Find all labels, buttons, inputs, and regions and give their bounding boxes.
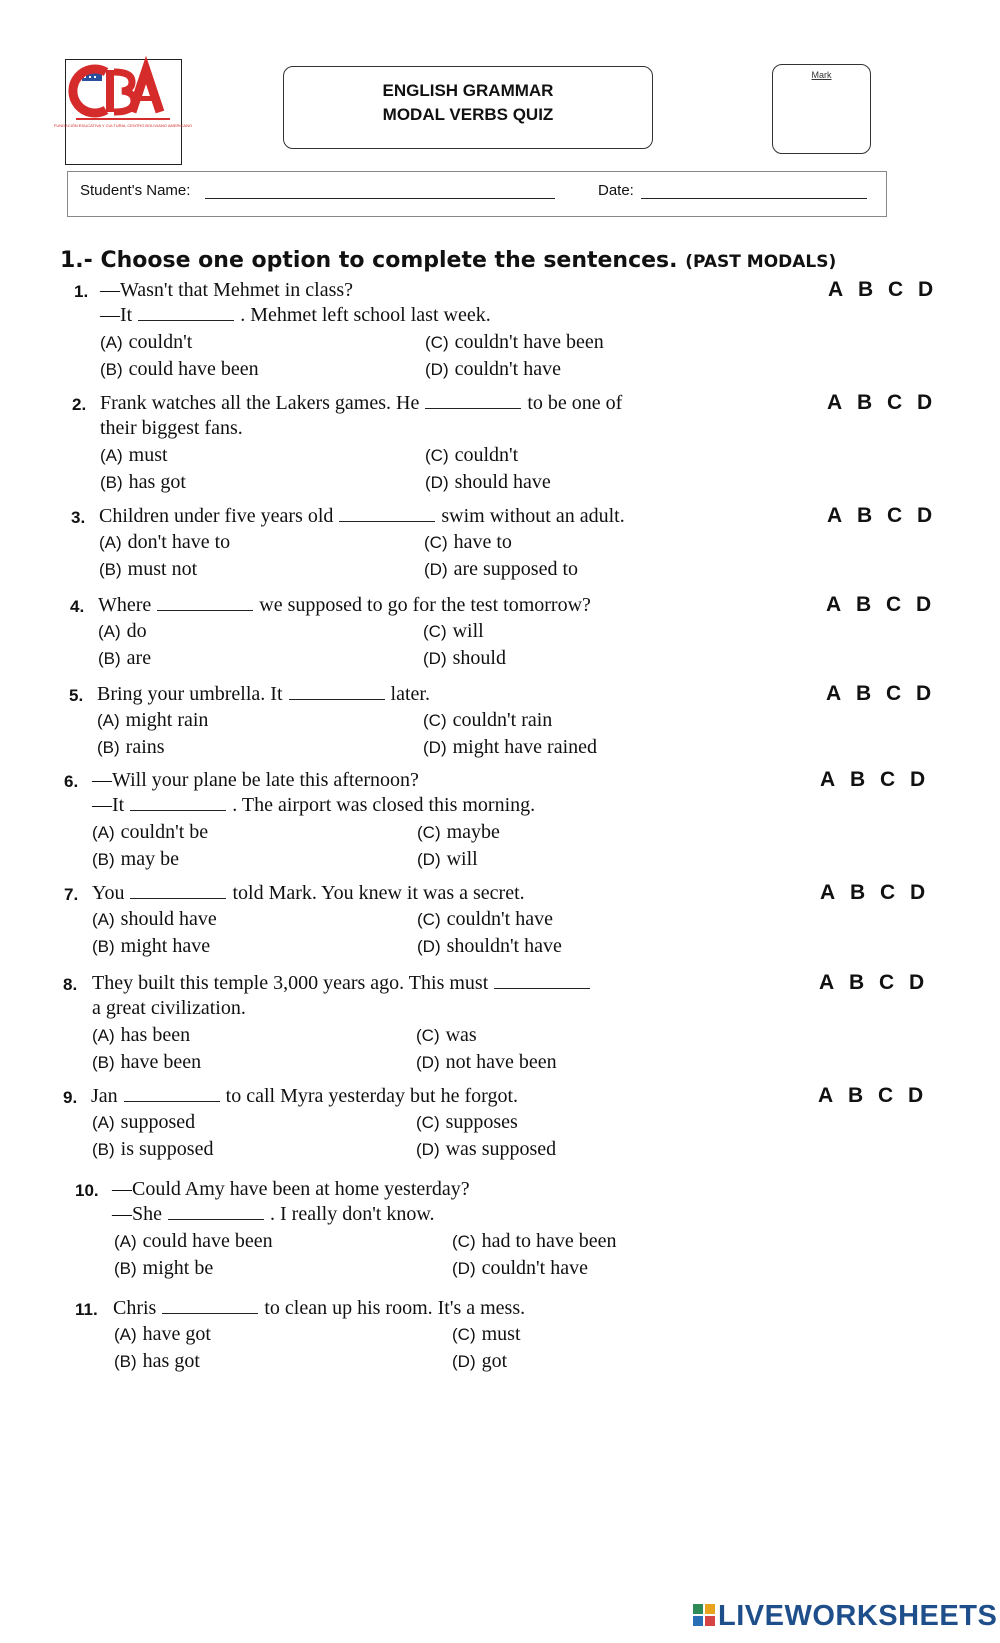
- option-letter: (A): [92, 1026, 115, 1045]
- quiz-title-box: [283, 66, 653, 149]
- option-b[interactable]: [100, 356, 259, 383]
- question-line-1: [100, 277, 353, 303]
- option-letter: (D): [417, 850, 441, 869]
- option-letter: (C): [424, 533, 448, 552]
- question-line-1: [97, 681, 430, 707]
- option-text: could have been: [128, 358, 259, 380]
- option-c[interactable]: [452, 1321, 521, 1348]
- option-text: do: [126, 620, 147, 642]
- option-text: should have: [454, 471, 551, 493]
- question-text-after-blank: we supposed to go for the test tomorrow?: [259, 594, 591, 616]
- option-d[interactable]: [424, 556, 578, 583]
- answer-choice-c[interactable]: C: [888, 278, 904, 301]
- option-letter: (B): [92, 1053, 115, 1072]
- answer-choice-d[interactable]: D: [916, 682, 932, 705]
- question-line-1: [91, 1083, 518, 1109]
- question-text-after-blank: . Mehmet left school last week.: [240, 304, 491, 326]
- question-text: You: [92, 882, 125, 904]
- answer-choice-b[interactable]: B: [850, 768, 866, 791]
- answer-choice-b[interactable]: B: [858, 278, 874, 301]
- option-text: should: [452, 647, 506, 669]
- answer-choice-a[interactable]: A: [828, 278, 844, 301]
- option-d[interactable]: [452, 1255, 588, 1282]
- question-text: —Will your plane be late this afternoon?: [92, 769, 419, 791]
- option-b[interactable]: [99, 556, 197, 583]
- option-letter: (D): [425, 473, 449, 492]
- option-letter: (C): [452, 1325, 476, 1344]
- option-text: supposes: [445, 1111, 518, 1133]
- answer-choice-a[interactable]: A: [827, 504, 843, 527]
- option-text: must not: [127, 558, 198, 580]
- logo-subtext: FUNDACIÓN EDUCATIVA Y CULTURAL CENTRO BOLIVIANO AMERICANO: [53, 123, 193, 128]
- student-name-field[interactable]: [205, 198, 555, 199]
- question-number: 11.: [75, 1300, 98, 1319]
- option-c[interactable]: [423, 618, 484, 645]
- answer-blank[interactable]: [168, 1201, 264, 1220]
- option-text: not have been: [445, 1051, 557, 1073]
- option-a[interactable]: [99, 529, 230, 556]
- answer-choices: [827, 503, 947, 529]
- option-text: must: [128, 444, 168, 466]
- option-letter: (C): [416, 1113, 440, 1132]
- option-letter: (D): [424, 560, 448, 579]
- answer-blank[interactable]: [162, 1295, 258, 1314]
- answer-choice-a[interactable]: A: [820, 768, 836, 791]
- answer-choice-b[interactable]: B: [849, 971, 865, 994]
- brand-text: LIVEWORKSHEETS: [718, 1600, 998, 1632]
- option-text: are: [126, 647, 152, 669]
- option-text: has got: [142, 1350, 200, 1372]
- option-letter: (A): [92, 1113, 115, 1132]
- question-text-after-blank: . The airport was closed this morning.: [232, 794, 536, 816]
- question-line-1: [92, 970, 596, 996]
- answer-choices: [820, 880, 940, 906]
- option-text: will: [452, 620, 484, 642]
- option-text: might have rained: [452, 736, 598, 758]
- question-text-line2: a great civilization.: [92, 997, 246, 1019]
- option-text: supposed: [120, 1111, 196, 1133]
- option-c[interactable]: [425, 329, 604, 356]
- option-b[interactable]: [92, 933, 210, 960]
- option-text: has been: [120, 1024, 191, 1046]
- option-b[interactable]: [100, 469, 186, 496]
- option-text: are supposed to: [453, 558, 579, 580]
- option-b[interactable]: [92, 1136, 213, 1163]
- option-letter: (C): [425, 333, 449, 352]
- option-text: rains: [125, 736, 165, 758]
- cba-logo-icon: [53, 60, 193, 162]
- option-text: couldn't rain: [452, 709, 553, 731]
- answer-blank[interactable]: [289, 681, 385, 700]
- question-text-line2: —It: [100, 304, 133, 326]
- option-letter: (B): [92, 937, 115, 956]
- student-name-label: Student's Name:: [80, 182, 191, 199]
- answer-choices: [827, 390, 947, 416]
- question-number: 2.: [72, 395, 87, 414]
- answer-choice-c[interactable]: C: [878, 1084, 894, 1107]
- liveworksheets-logo-icon: [692, 1603, 716, 1627]
- option-d[interactable]: [416, 1136, 556, 1163]
- option-text: have been: [120, 1051, 202, 1073]
- question-text-line2: —She: [112, 1203, 162, 1225]
- option-letter: (A): [99, 533, 122, 552]
- answer-choices: [819, 970, 939, 996]
- answer-choice-a[interactable]: A: [826, 682, 842, 705]
- answer-choice-b[interactable]: B: [856, 593, 872, 616]
- quiz-title-line1: ENGLISH GRAMMAR: [382, 81, 554, 100]
- option-text: couldn't be: [120, 821, 209, 843]
- option-d[interactable]: [417, 933, 562, 960]
- option-d[interactable]: [452, 1348, 507, 1375]
- option-c[interactable]: [425, 442, 518, 469]
- option-text: couldn't: [454, 444, 519, 466]
- option-text: got: [481, 1350, 508, 1372]
- question-line-1: [92, 767, 419, 793]
- question-line-1: [99, 503, 625, 529]
- option-letter: (D): [416, 1053, 440, 1072]
- option-letter: (B): [114, 1259, 137, 1278]
- answer-choice-d[interactable]: D: [908, 1084, 924, 1107]
- option-letter: (B): [92, 850, 115, 869]
- option-a[interactable]: [92, 1109, 195, 1136]
- option-d[interactable]: [425, 356, 561, 383]
- answer-blank[interactable]: [130, 880, 226, 899]
- answer-choice-b[interactable]: B: [856, 682, 872, 705]
- option-d[interactable]: [417, 846, 478, 873]
- option-a[interactable]: [114, 1321, 211, 1348]
- liveworksheets-brand: [692, 1600, 997, 1633]
- option-text: shouldn't have: [446, 935, 562, 957]
- option-letter: (D): [452, 1259, 476, 1278]
- question-text-line2: —It: [92, 794, 125, 816]
- option-a[interactable]: [92, 906, 217, 933]
- option-a[interactable]: [100, 329, 192, 356]
- answer-choice-a[interactable]: A: [826, 593, 842, 616]
- answer-blank[interactable]: [138, 302, 234, 321]
- option-letter: (D): [423, 649, 447, 668]
- option-letter: (A): [92, 910, 115, 929]
- option-text: couldn't have been: [454, 331, 604, 353]
- option-text: have to: [453, 531, 512, 553]
- option-c[interactable]: [423, 707, 552, 734]
- option-text: has got: [128, 471, 186, 493]
- option-text: will: [446, 848, 478, 870]
- question-text-after-blank: . I really don't know.: [270, 1203, 435, 1225]
- option-letter: (A): [97, 711, 120, 730]
- option-letter: (D): [417, 937, 441, 956]
- question-text-after-blank: later.: [390, 683, 430, 705]
- question-line-1: [98, 592, 591, 618]
- date-field[interactable]: [641, 198, 867, 199]
- option-letter: (D): [423, 738, 447, 757]
- option-a[interactable]: [114, 1228, 273, 1255]
- option-text: should have: [120, 908, 217, 930]
- answer-choices: [818, 1083, 938, 1109]
- question-line-2: [112, 1201, 435, 1227]
- option-letter: (A): [98, 622, 121, 641]
- question-text-after-blank: to clean up his room. It's a mess.: [264, 1297, 526, 1319]
- answer-choice-d[interactable]: D: [918, 278, 934, 301]
- option-letter: (D): [425, 360, 449, 379]
- question-text-after-blank: to call Myra yesterday but he forgot.: [225, 1085, 518, 1107]
- option-c[interactable]: [416, 1109, 518, 1136]
- question-number: 4.: [70, 597, 85, 616]
- option-c[interactable]: [424, 529, 512, 556]
- option-text: couldn't: [128, 331, 193, 353]
- question-line-1: [92, 880, 525, 906]
- section-title: 1.- Choose one option to complete the sentences.: [60, 248, 678, 273]
- option-text: couldn't have: [481, 1257, 588, 1279]
- option-text: might have: [120, 935, 211, 957]
- question-line-2: [92, 995, 246, 1021]
- mark-label: Mark: [811, 70, 832, 80]
- option-letter: (C): [423, 711, 447, 730]
- question-text-after-blank: told Mark. You knew it was a secret.: [232, 882, 525, 904]
- option-letter: (B): [114, 1352, 137, 1371]
- question-text-after-blank: to be one of: [527, 392, 623, 414]
- question-number: 8.: [63, 975, 78, 994]
- option-c[interactable]: [417, 819, 500, 846]
- question-text: Chris: [113, 1297, 157, 1319]
- question-text: They built this temple 3,000 years ago. This must: [92, 972, 489, 994]
- option-letter: (B): [97, 738, 120, 757]
- option-d[interactable]: [423, 645, 506, 672]
- question-number: 3.: [71, 508, 86, 527]
- option-a[interactable]: [97, 707, 208, 734]
- mark-box[interactable]: [772, 64, 871, 154]
- section-heading: [60, 248, 836, 273]
- answer-choice-d[interactable]: D: [917, 504, 933, 527]
- option-letter: (B): [99, 560, 122, 579]
- answer-choice-c[interactable]: C: [886, 593, 902, 616]
- option-letter: (A): [92, 823, 115, 842]
- option-letter: (B): [100, 473, 123, 492]
- question-text: —Wasn't that Mehmet in class?: [100, 279, 354, 301]
- option-text: may be: [120, 848, 179, 870]
- option-d[interactable]: [416, 1049, 557, 1076]
- option-b[interactable]: [98, 645, 151, 672]
- question-line-1: [113, 1295, 525, 1321]
- option-text: might be: [142, 1257, 214, 1279]
- option-c[interactable]: [416, 1022, 477, 1049]
- question-text-line2: their biggest fans.: [100, 417, 243, 439]
- question-line-1: [100, 390, 622, 416]
- option-letter: (B): [92, 1140, 115, 1159]
- option-a[interactable]: [92, 1022, 190, 1049]
- option-a[interactable]: [92, 819, 208, 846]
- answer-blank[interactable]: [339, 503, 435, 522]
- answer-choice-c[interactable]: C: [887, 391, 903, 414]
- option-letter: (D): [416, 1140, 440, 1159]
- answer-choice-d[interactable]: D: [909, 971, 925, 994]
- option-letter: (C): [417, 823, 441, 842]
- question-line-2: [100, 302, 491, 328]
- question-line-1: [112, 1176, 470, 1202]
- answer-choice-b[interactable]: B: [857, 504, 873, 527]
- date-label: Date:: [598, 182, 634, 199]
- option-text: was: [445, 1024, 477, 1046]
- answer-choice-a[interactable]: A: [819, 971, 835, 994]
- answer-blank[interactable]: [157, 592, 253, 611]
- option-a[interactable]: [100, 442, 168, 469]
- question-number: 7.: [64, 885, 79, 904]
- option-text: maybe: [446, 821, 500, 843]
- answer-blank[interactable]: [124, 1083, 220, 1102]
- option-text: was supposed: [445, 1138, 557, 1160]
- answer-choice-d[interactable]: D: [917, 391, 933, 414]
- option-text: must: [481, 1323, 521, 1345]
- option-text: could have been: [142, 1230, 273, 1252]
- option-text: is supposed: [120, 1138, 214, 1160]
- option-d[interactable]: [423, 734, 597, 761]
- answer-blank[interactable]: [425, 390, 521, 409]
- school-logo: [53, 59, 193, 165]
- option-a[interactable]: [98, 618, 147, 645]
- question-line-2: [92, 792, 535, 818]
- option-text: couldn't have: [446, 908, 553, 930]
- answer-choice-d[interactable]: D: [916, 593, 932, 616]
- option-letter: (B): [100, 360, 123, 379]
- answer-choices: [826, 681, 946, 707]
- question-text: Jan: [91, 1085, 118, 1107]
- answer-choice-a[interactable]: A: [820, 881, 836, 904]
- question-text-after-blank: swim without an adult.: [441, 505, 625, 527]
- option-letter: (A): [100, 333, 123, 352]
- answer-choice-a[interactable]: A: [818, 1084, 834, 1107]
- option-b[interactable]: [114, 1348, 200, 1375]
- option-letter: (A): [114, 1232, 137, 1251]
- option-text: couldn't have: [454, 358, 561, 380]
- question-text: Frank watches all the Lakers games. He: [100, 392, 420, 414]
- answer-choice-d[interactable]: D: [910, 768, 926, 791]
- question-number: 5.: [69, 686, 84, 705]
- option-b[interactable]: [92, 846, 179, 873]
- question-number: 6.: [64, 772, 79, 791]
- answer-choices: [820, 767, 940, 793]
- option-b[interactable]: [114, 1255, 213, 1282]
- question-text: Bring your umbrella. It: [97, 683, 283, 705]
- option-letter: (B): [98, 649, 121, 668]
- quiz-title-line2: MODAL VERBS QUIZ: [382, 105, 554, 124]
- answer-choice-c[interactable]: C: [880, 768, 896, 791]
- option-c[interactable]: [452, 1228, 617, 1255]
- question-text: Children under five years old: [99, 505, 334, 527]
- option-text: don't have to: [127, 531, 231, 553]
- option-b[interactable]: [97, 734, 165, 761]
- option-letter: (D): [452, 1352, 476, 1371]
- answer-choice-c[interactable]: C: [879, 971, 895, 994]
- option-b[interactable]: [92, 1049, 201, 1076]
- answer-choices: [826, 592, 946, 618]
- option-text: had to have been: [481, 1230, 617, 1252]
- option-letter: (C): [417, 910, 441, 929]
- answer-choice-b[interactable]: B: [857, 391, 873, 414]
- question-number: 9.: [63, 1088, 78, 1107]
- answer-choice-b[interactable]: B: [850, 881, 866, 904]
- answer-blank[interactable]: [130, 792, 226, 811]
- answer-choice-a[interactable]: A: [827, 391, 843, 414]
- option-text: have got: [142, 1323, 211, 1345]
- option-d[interactable]: [425, 469, 551, 496]
- option-letter: (C): [416, 1026, 440, 1045]
- answer-choice-c[interactable]: C: [880, 881, 896, 904]
- option-letter: (C): [423, 622, 447, 641]
- answer-choices: [828, 277, 948, 303]
- answer-choice-c[interactable]: C: [887, 504, 903, 527]
- question-number: 1.: [74, 282, 89, 301]
- student-info-box: [67, 171, 887, 217]
- answer-blank[interactable]: [494, 970, 590, 989]
- option-letter: (C): [425, 446, 449, 465]
- answer-choice-c[interactable]: C: [886, 682, 902, 705]
- option-c[interactable]: [417, 906, 553, 933]
- answer-choice-b[interactable]: B: [848, 1084, 864, 1107]
- option-letter: (A): [100, 446, 123, 465]
- section-subtitle: (PAST MODALS): [685, 252, 837, 272]
- option-text: might rain: [125, 709, 209, 731]
- option-letter: (C): [452, 1232, 476, 1251]
- answer-choice-d[interactable]: D: [910, 881, 926, 904]
- question-text: Where: [98, 594, 152, 616]
- question-text: —Could Amy have been at home yesterday?: [112, 1178, 470, 1200]
- question-line-2: [100, 415, 243, 441]
- option-letter: (A): [114, 1325, 137, 1344]
- question-number: 10.: [75, 1181, 99, 1200]
